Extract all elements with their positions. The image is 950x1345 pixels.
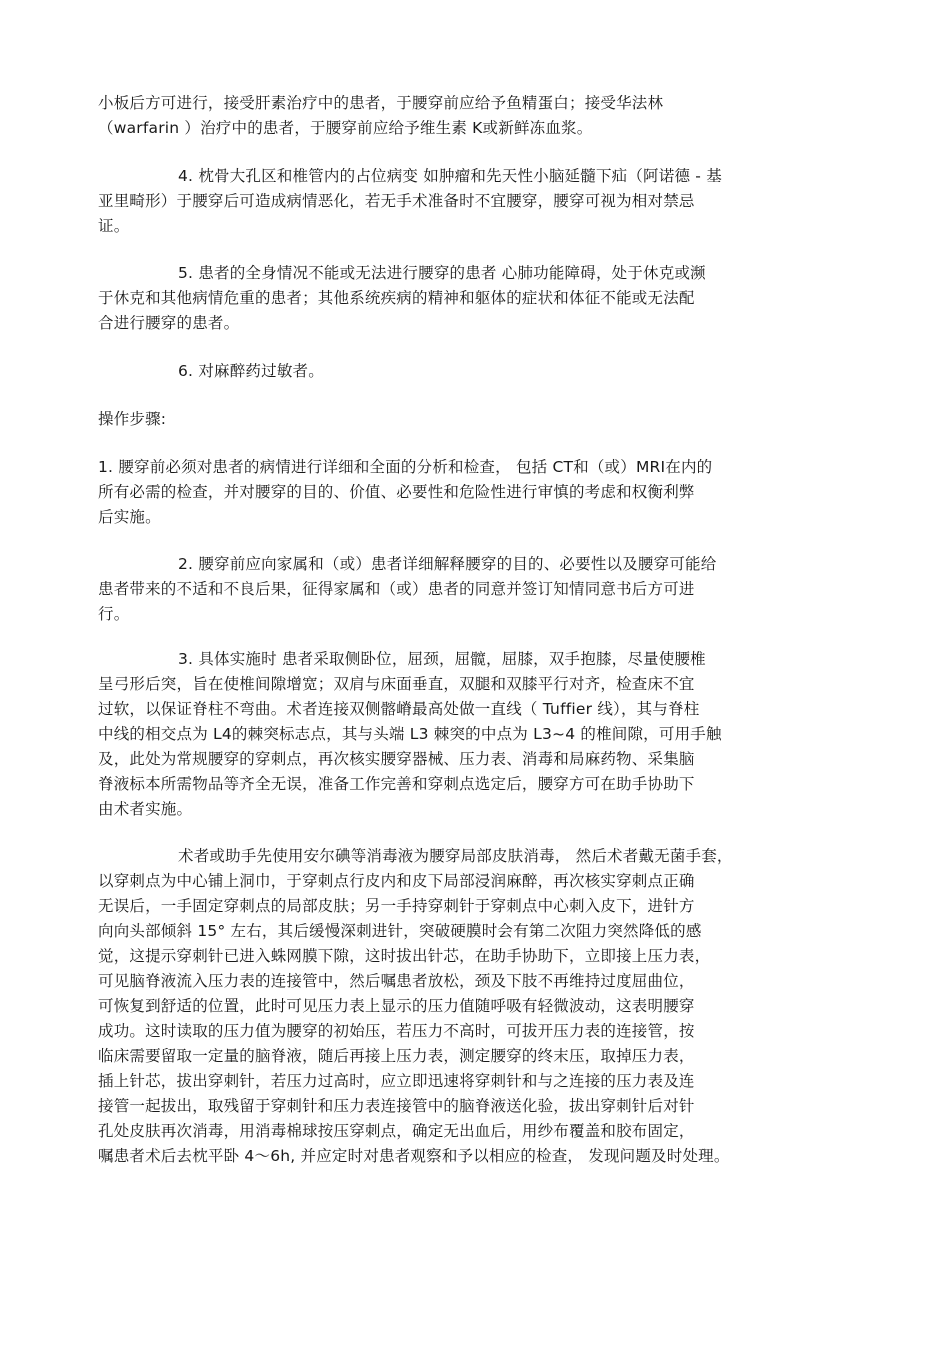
paragraph-9-line-2: 以穿刺点为中心铺上洞巾，于穿刺点行皮内和皮下局部浸润麻醉，再次核实穿刺点正确 <box>98 872 695 890</box>
paragraph-2-line-3: 证。 <box>98 217 130 235</box>
paragraph-5-line-1: 操作步骤: <box>98 410 167 428</box>
paragraph-3-line-3: 合进行腰穿的患者。 <box>98 314 240 332</box>
paragraph-6-line-2: 所有必需的检查，并对腰穿的目的、价值、必要性和危险性进行审慎的考虑和权衡利弊 <box>98 483 695 501</box>
paragraph-9-line-11: 接管一起拔出，取残留于穿刺针和压力表连接管中的脑脊液送化验，拔出穿刺针后对针 <box>98 1097 695 1115</box>
paragraph-3-line-2: 于休克和其他病情危重的患者；其他系统疾病的精神和躯体的症状和体征不能或无法配 <box>98 289 695 307</box>
paragraph-9-line-7: 可恢复到舒适的位置，此时可见压力表上显示的压力值随呼吸有轻微波动，这表明腰穿 <box>98 997 695 1015</box>
paragraph-8-line-4: 中线的相交点为 L4的棘突标志点，其与头端 L3 棘突的中点为 L3~4 的椎间隙，可用手触 <box>98 725 722 743</box>
paragraph-9-line-9: 临床需要留取一定量的脑脊液，随后再接上压力表，测定腰穿的终末压，取掉压力表， <box>98 1047 695 1065</box>
paragraph-9-line-4: 向向头部倾斜 15° 左右，其后缓慢深刺进针，突破硬膜时会有第二次阻力突然降低的感 <box>98 922 702 940</box>
paragraph-9-line-3: 无误后，一手固定穿刺点的局部皮肤；另一手持穿刺针于穿刺点中心刺入皮下，进针方 <box>98 897 695 915</box>
paragraph-7-line-2: 患者带来的不适和不良后果，征得家属和（或）患者的同意并签订知情同意书后方可进 <box>98 580 695 598</box>
paragraph-2-line-1: 4. 枕骨大孔区和椎管内的占位病变 如肿瘤和先天性小脑延髓下疝（阿诺德 - 基 <box>178 167 722 185</box>
paragraph-7-line-3: 行。 <box>98 605 130 623</box>
paragraph-9-line-6: 可见脑脊液流入压力表的连接管中，然后嘱患者放松，颈及下肢不再维持过度屈曲位， <box>98 972 695 990</box>
paragraph-8-line-5: 及，此处为常规腰穿的穿刺点，再次核实腰穿器械、压力表、消毒和局麻药物、采集脑 <box>98 750 695 768</box>
paragraph-1-line-1: 小板后方可进行，接受肝素治疗中的患者，于腰穿前应给予鱼精蛋白；接受华法林 <box>98 94 664 112</box>
paragraph-1-line-2: （warfarin ）治疗中的患者，于腰穿前应给予维生素 K或新鲜冻血浆。 <box>98 119 593 137</box>
paragraph-9-line-13: 嘱患者术后去枕平卧 4～6h, 并应定时对患者观察和予以相应的检查， 发现问题及时处理。 <box>98 1147 730 1165</box>
paragraph-9-line-5: 觉，这提示穿刺针已进入蛛网膜下隙，这时拔出针芯，在助手协助下，立即接上压力表， <box>98 947 711 965</box>
paragraph-8-line-2: 呈弓形后突，旨在使椎间隙增宽；双肩与床面垂直，双腿和双膝平行对齐，检查床不宜 <box>98 675 695 693</box>
paragraph-9-line-8: 成功。这时读取的压力值为腰穿的初始压，若压力不高时，可拔开压力表的连接管，按 <box>98 1022 695 1040</box>
paragraph-3-line-1: 5. 患者的全身情况不能或无法进行腰穿的患者 心肺功能障碍，处于休克或濒 <box>178 264 706 282</box>
paragraph-9-line-12: 孔处皮肤再次消毒，用消毒棉球按压穿刺点，确定无出血后，用纱布覆盖和胶布固定， <box>98 1122 695 1140</box>
paragraph-9-line-1: 术者或助手先使用安尔碘等消毒液为腰穿局部皮肤消毒， 然后术者戴无菌手套， <box>178 847 733 865</box>
paragraph-2-line-2: 亚里畸形）于腰穿后可造成病情恶化，若无手术准备时不宜腰穿，腰穿可视为相对禁忌 <box>98 192 695 210</box>
paragraph-8-line-1: 3. 具体实施时 患者采取侧卧位，屈颈，屈髋，屈膝，双手抱膝，尽量使腰椎 <box>178 650 706 668</box>
paragraph-8-line-7: 由术者实施。 <box>98 800 193 818</box>
paragraph-8-line-3: 过软，以保证脊柱不弯曲。术者连接双侧髂嵴最高处做一直线（ Tuffier 线），其与脊柱 <box>98 700 700 718</box>
paragraph-4-line-1: 6. 对麻醉药过敏者。 <box>178 362 324 380</box>
paragraph-7-line-1: 2. 腰穿前应向家属和（或）患者详细解释腰穿的目的、必要性以及腰穿可能给 <box>178 555 717 573</box>
paragraph-9-line-10: 插上针芯，拔出穿刺针，若压力过高时，应立即迅速将穿刺针和与之连接的压力表及连 <box>98 1072 695 1090</box>
paragraph-6-line-1: 1. 腰穿前必须对患者的病情进行详细和全面的分析和检查， 包括 CT和（或）MRI在内的 <box>98 458 713 476</box>
paragraph-6-line-3: 后实施。 <box>98 508 161 526</box>
paragraph-8-line-6: 脊液标本所需物品等齐全无误，准备工作完善和穿刺点选定后，腰穿方可在助手协助下 <box>98 775 695 793</box>
